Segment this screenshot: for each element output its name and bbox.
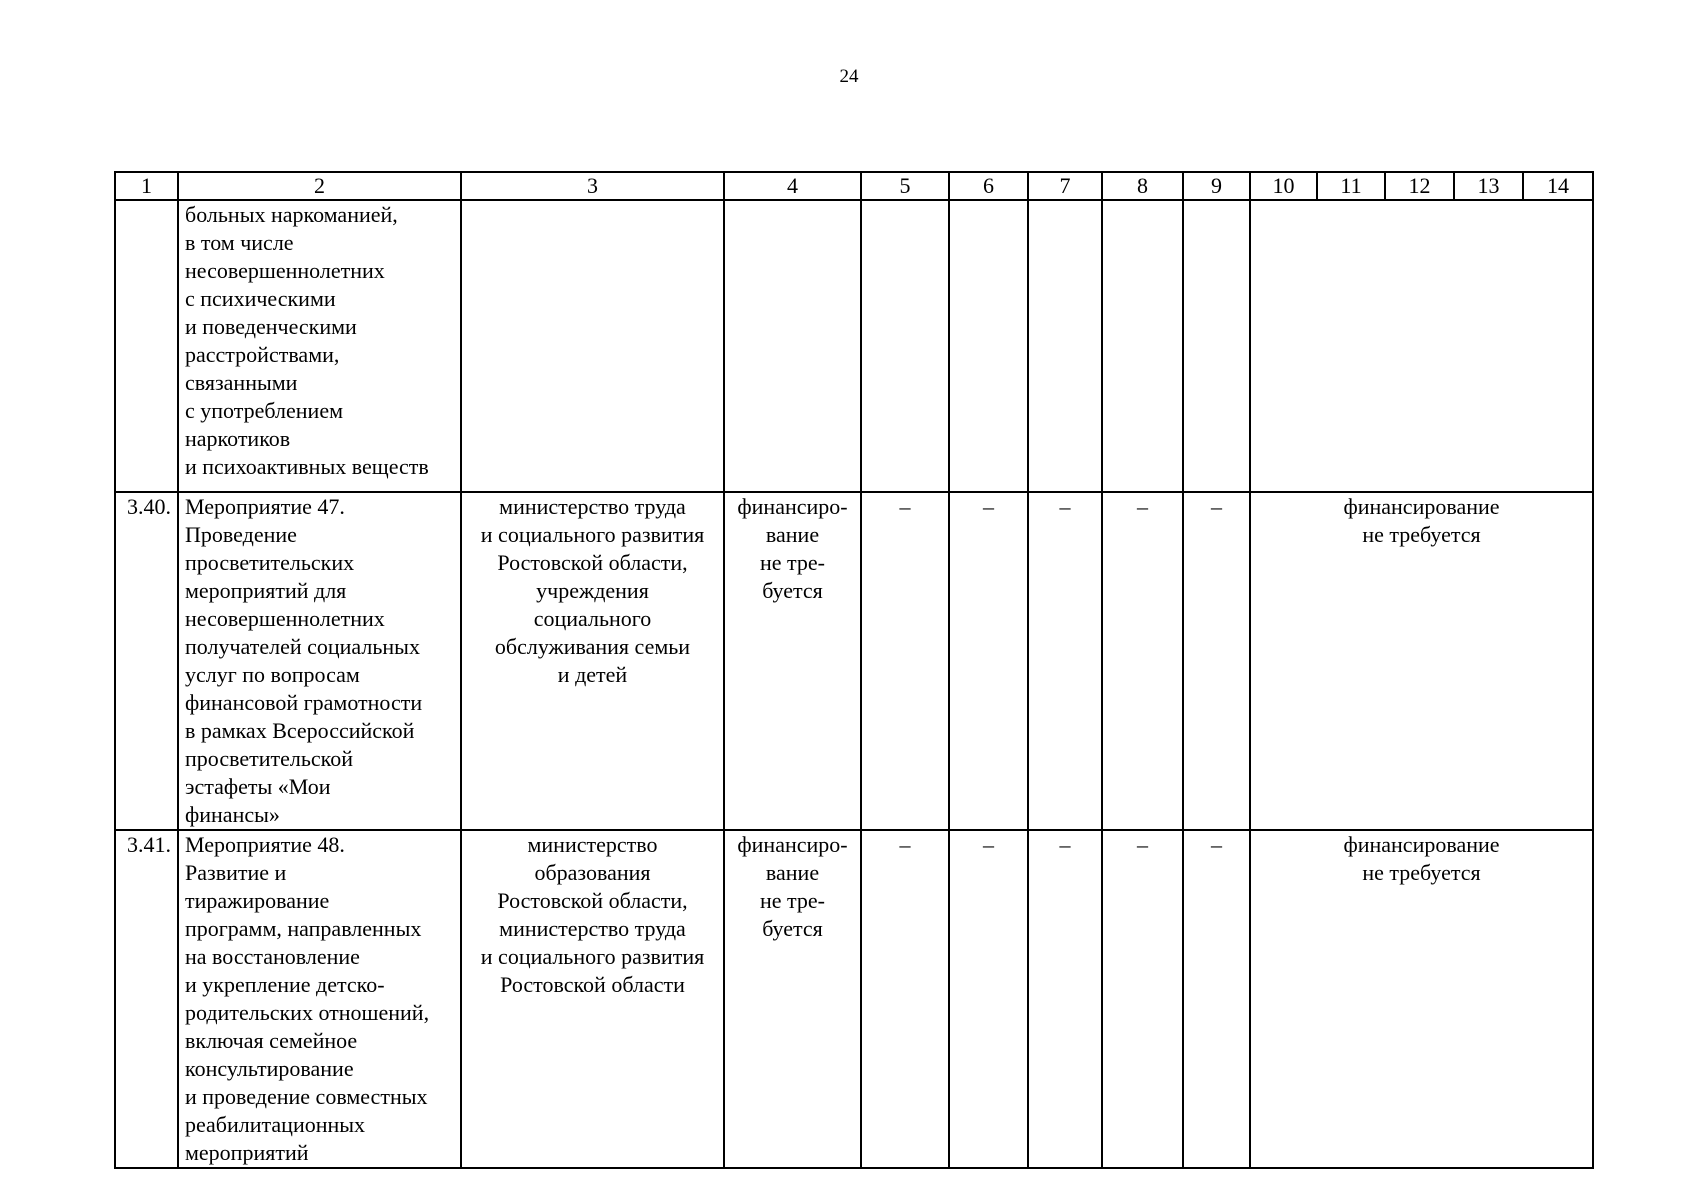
column-header: 6 xyxy=(949,172,1028,200)
column-header: 14 xyxy=(1523,172,1593,200)
value-cell-9 xyxy=(1183,200,1250,492)
column-header: 2 xyxy=(178,172,461,200)
table-row xyxy=(115,830,1593,1168)
value-cell-6: – xyxy=(949,830,1028,1168)
value-cell-5: – xyxy=(861,492,949,830)
value-cell-6: – xyxy=(949,492,1028,830)
value-cell-7 xyxy=(1028,200,1102,492)
executor-cell: министерство образования Ростовской области, министерство труда и социального развития Ростовской области xyxy=(461,830,724,1168)
row-number: 3.41. xyxy=(115,830,178,1168)
page-number: 24 xyxy=(839,66,859,87)
column-header: 8 xyxy=(1102,172,1183,200)
value-cell-6 xyxy=(949,200,1028,492)
column-header: 3 xyxy=(461,172,724,200)
value-cell-5 xyxy=(861,200,949,492)
column-header: 13 xyxy=(1454,172,1523,200)
executor-cell xyxy=(461,200,724,492)
value-cell-5: – xyxy=(861,830,949,1168)
row-number xyxy=(115,200,178,492)
column-header: 12 xyxy=(1385,172,1454,200)
measure-description: больных наркоманией, в том числе несовершеннолетних с психическими и поведенческими расстройствами, связанными с употреблением наркотиков и психоактивных веществ xyxy=(178,200,461,492)
funding-source-cell xyxy=(724,200,861,492)
merged-cell-10-14 xyxy=(1250,200,1593,492)
executor-cell: министерство труда и социального развития Ростовской области, учреждения социального обслуживания семьи и детей xyxy=(461,492,724,830)
column-header: 11 xyxy=(1317,172,1385,200)
merged-cell-10-14: финансирование не требуется xyxy=(1250,492,1593,830)
column-header: 5 xyxy=(861,172,949,200)
value-cell-7: – xyxy=(1028,492,1102,830)
merged-cell-10-14: финансирование не требуется xyxy=(1250,830,1593,1168)
value-cell-8: – xyxy=(1102,492,1183,830)
measure-description: Мероприятие 47. Проведение просветительских мероприятий для несовершеннолетних получателей социальных услуг по вопросам финансовой грамотности в рамках Всероссийской просветительской эстафеты «Мои финансы» xyxy=(178,492,461,830)
measure-description: Мероприятие 48. Развитие и тиражирование программ, направленных на восстановление и укрепление детско- родительских отношений, включая семейное консультирование и проведение совместных реабилитационных мероприятий xyxy=(178,830,461,1168)
value-cell-9: – xyxy=(1183,830,1250,1168)
column-header: 4 xyxy=(724,172,861,200)
value-cell-8: – xyxy=(1102,830,1183,1168)
column-header: 10 xyxy=(1250,172,1317,200)
table-row xyxy=(115,492,1593,830)
table-row xyxy=(115,200,1593,492)
measures-table xyxy=(114,171,1594,1169)
column-header: 1 xyxy=(115,172,178,200)
value-cell-9: – xyxy=(1183,492,1250,830)
value-cell-7: – xyxy=(1028,830,1102,1168)
funding-source-cell: финансиро- вание не тре- буется xyxy=(724,830,861,1168)
column-header: 7 xyxy=(1028,172,1102,200)
row-number: 3.40. xyxy=(115,492,178,830)
funding-source-cell: финансиро- вание не тре- буется xyxy=(724,492,861,830)
table-header-row xyxy=(115,172,1593,200)
value-cell-8 xyxy=(1102,200,1183,492)
column-header: 9 xyxy=(1183,172,1250,200)
